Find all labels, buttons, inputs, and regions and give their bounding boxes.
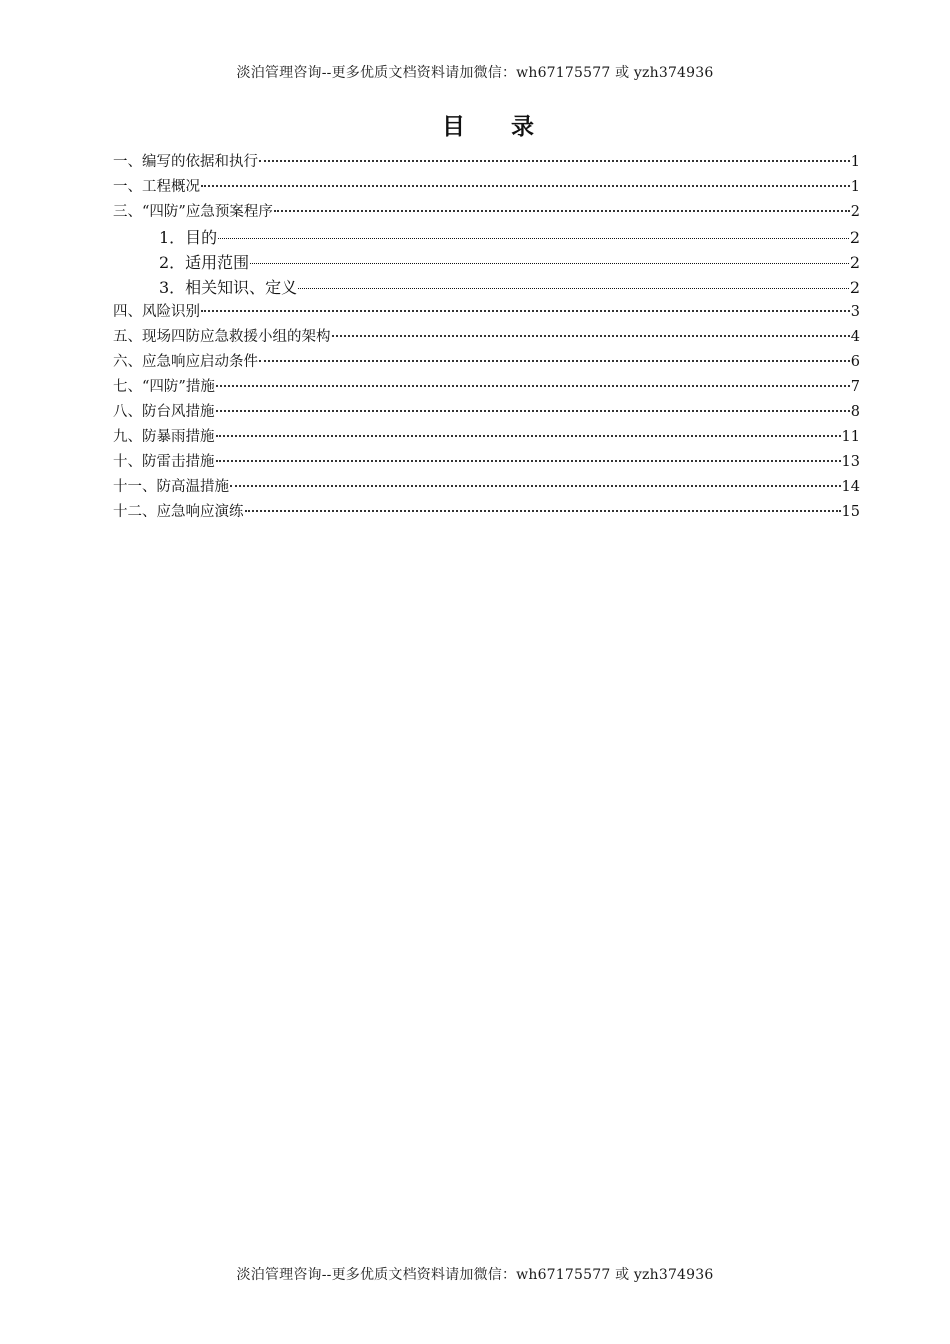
toc-entry[interactable] [113, 425, 860, 450]
toc-entry[interactable] [113, 175, 860, 200]
toc-entry-label: 九、防暴雨措施 [113, 429, 215, 445]
toc-entry[interactable] [113, 475, 860, 500]
toc-entry[interactable] [113, 350, 860, 375]
toc-entry[interactable] [113, 400, 860, 425]
toc-subentry-label: 2．适用范围 [159, 253, 250, 272]
dot-leader [216, 435, 841, 437]
toc-entry-label: 三、“四防”应急预案程序 [113, 204, 273, 220]
dot-leader [230, 485, 841, 487]
table-of-contents [113, 150, 860, 525]
toc-entry-label: 十二、应急响应演练 [113, 504, 244, 520]
toc-entry-label: 八、防台风措施 [113, 404, 215, 420]
dot-leader [201, 310, 850, 312]
dot-leader [298, 288, 849, 289]
toc-entry-page: 7 [850, 379, 860, 395]
dot-leader [216, 410, 850, 412]
dot-leader [218, 238, 849, 239]
toc-title-part2: 录 [511, 113, 536, 140]
toc-entry-page: 14 [841, 479, 860, 495]
toc-entry[interactable] [113, 375, 860, 400]
toc-entry-label: 五、现场四防应急救援小组的架构 [113, 329, 331, 345]
toc-entry-page: 15 [841, 504, 860, 520]
toc-entry[interactable] [113, 500, 860, 525]
toc-entry-page: 8 [850, 404, 860, 420]
dot-leader [259, 360, 850, 362]
toc-entry[interactable] [113, 300, 860, 325]
dot-leader [216, 460, 841, 462]
toc-entry-page: 4 [850, 329, 860, 345]
toc-entry-label: 一、编写的依据和执行 [113, 154, 258, 170]
toc-entry-label: 四、风险识别 [113, 304, 200, 320]
toc-subentry-page: 2 [849, 228, 860, 247]
page-header: 淡泊管理咨询--更多优质文档资料请加微信：wh67175577 或 yzh374936 [236, 65, 714, 81]
toc-entry[interactable] [113, 450, 860, 475]
toc-entry[interactable] [113, 200, 860, 225]
dot-leader [245, 510, 841, 512]
dot-leader [201, 185, 850, 187]
toc-entry[interactable] [113, 325, 860, 350]
toc-entry[interactable] [113, 150, 860, 175]
dot-leader [259, 160, 850, 162]
toc-subentry[interactable] [113, 275, 860, 300]
page-footer: 淡泊管理咨询--更多优质文档资料请加微信：wh67175577 或 yzh374936 [236, 1267, 714, 1283]
toc-subentry-page: 2 [849, 253, 860, 272]
toc-entry-page: 13 [841, 454, 860, 470]
toc-title [0, 108, 950, 141]
toc-entry-page: 11 [841, 429, 860, 445]
toc-entry-label: 一、工程概况 [113, 179, 200, 195]
toc-subentry[interactable] [113, 250, 860, 275]
dot-leader [216, 385, 850, 387]
toc-entry-label: 六、应急响应启动条件 [113, 354, 258, 370]
toc-entry-page: 6 [850, 354, 860, 370]
toc-entry-label: 十、防雷击措施 [113, 454, 215, 470]
toc-subentry-label: 3．相关知识、定义 [159, 278, 298, 297]
toc-entry-label: 七、“四防”措施 [113, 379, 215, 395]
dot-leader [250, 263, 849, 264]
toc-subentry[interactable] [113, 225, 860, 250]
toc-title-part1: 目 [442, 113, 467, 140]
toc-entry-page: 1 [850, 179, 860, 195]
toc-entry-page: 2 [850, 204, 860, 220]
toc-entry-label: 十一、防高温措施 [113, 479, 229, 495]
toc-subentry-label: 1．目的 [159, 228, 218, 247]
toc-entry-page: 3 [850, 304, 860, 320]
toc-entry-page: 1 [850, 154, 860, 170]
dot-leader [332, 335, 850, 337]
toc-subentry-page: 2 [849, 278, 860, 297]
dot-leader [274, 210, 850, 212]
